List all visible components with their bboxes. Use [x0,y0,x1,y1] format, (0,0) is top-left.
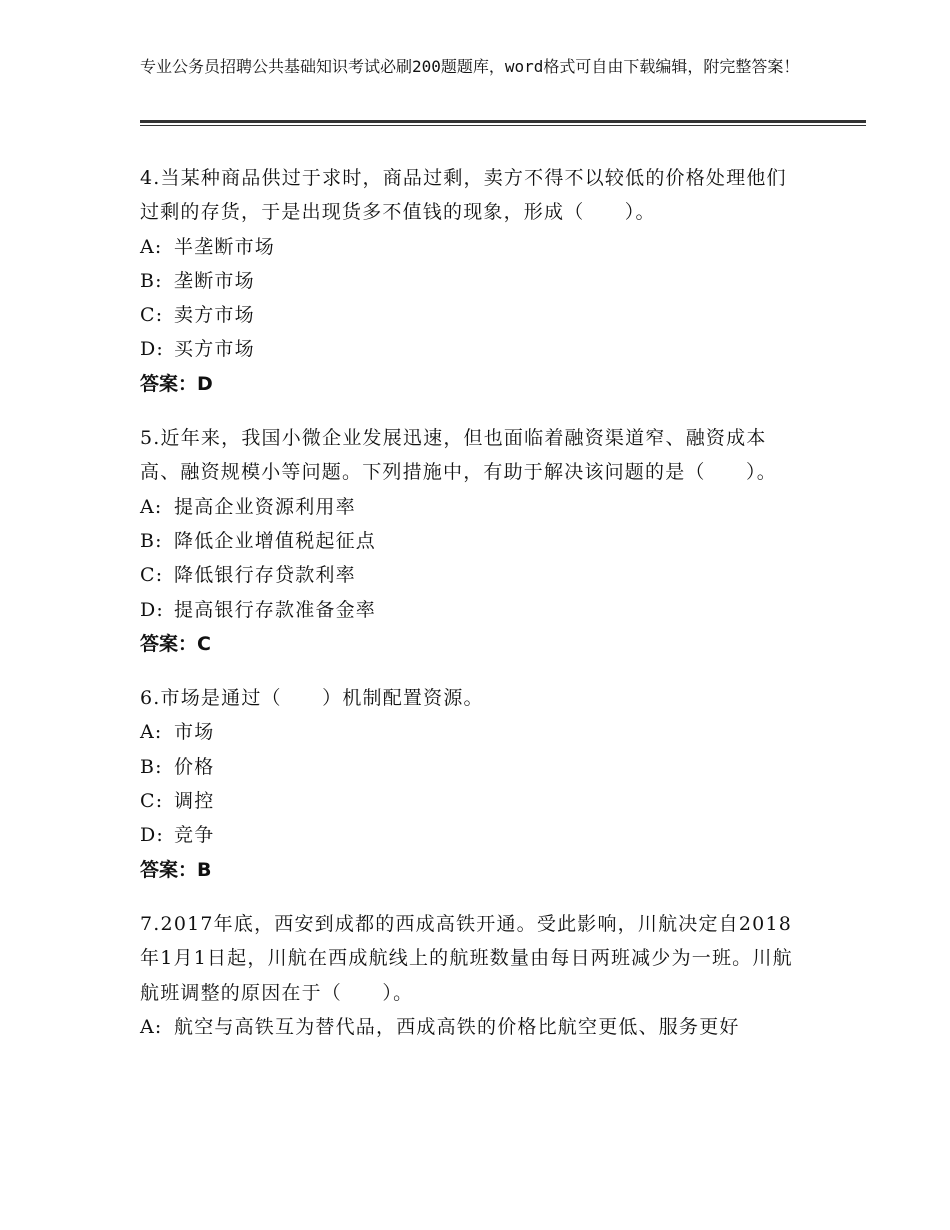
answer-value: D [197,372,213,395]
question-stem: 4.当某种商品供过于求时，商品过剩，卖方不得不以较低的价格处理他们过剩的存货，于是出现货多不值钱的现象，形成（ ）。 [140,167,787,224]
question-6 [140,681,800,887]
header-divider-thick [140,120,866,123]
option-c [140,558,800,592]
option-text: 提高银行存款准备金率 [174,598,377,621]
option-text: 调控 [174,790,215,813]
option-text: 卖方市场 [174,304,255,327]
option-b [140,264,800,298]
option-a [140,230,800,264]
answer-line [140,627,800,661]
question-stem: 6.市场是通过（ ）机制配置资源。 [140,687,484,710]
answer-label: 答案： [140,372,198,395]
question-7 [140,907,800,1044]
option-text: 垄断市场 [174,269,255,292]
option-d [140,593,800,627]
option-letter: A: [140,1015,163,1038]
option-letter: D: [140,598,165,621]
option-d [140,818,800,852]
question-4 [140,161,800,401]
option-text: 提高企业资源利用率 [174,495,356,518]
header-divider-thin [140,125,866,126]
option-text: 市场 [174,721,215,744]
answer-line [140,853,800,887]
answer-value: C [197,632,211,655]
question-list [140,161,800,1064]
option-letter: A: [140,495,163,518]
option-letter: B: [140,269,163,292]
option-letter: A: [140,235,163,258]
option-a [140,1010,800,1044]
option-letter: D: [140,338,165,361]
option-letter: C: [140,564,164,587]
option-a [140,715,800,749]
option-b [140,750,800,784]
option-letter: C: [140,790,164,813]
option-letter: B: [140,755,163,778]
option-text: 竞争 [174,824,215,847]
document-header: 专业公务员招聘公共基础知识考试必刷200题题库，word格式可自由下载编辑，附完整答案！ [140,57,800,76]
option-c [140,298,800,332]
option-letter: A: [140,721,163,744]
question-5 [140,421,800,661]
option-c [140,784,800,818]
answer-value: B [197,858,212,881]
answer-label: 答案： [140,632,198,655]
option-b [140,524,800,558]
answer-line [140,367,800,401]
option-d [140,332,800,366]
option-letter: C: [140,304,164,327]
question-stem: 5.近年来，我国小微企业发展迅速，但也面临着融资渠道窄、融资成本高、融资规模小等问题。下列措施中，有助于解决该问题的是（ ）。 [140,427,777,484]
option-text: 降低企业增值税起征点 [174,529,377,552]
option-letter: B: [140,529,163,552]
option-text: 降低银行存贷款利率 [174,564,356,587]
option-text: 半垄断市场 [174,235,276,258]
answer-label: 答案： [140,858,198,881]
option-text: 航空与高铁互为替代品，西成高铁的价格比航空更低、服务更好 [174,1015,740,1038]
option-text: 价格 [174,755,215,778]
option-text: 买方市场 [174,338,255,361]
option-letter: D: [140,824,165,847]
option-a [140,490,800,524]
question-stem: 7.2017年底，西安到成都的西成高铁开通。受此影响，川航决定自2018年1月1日起，川航在西成航线上的航班数量由每日两班减少为一班。川航航班调整的原因在于（ ）。 [140,912,793,1004]
